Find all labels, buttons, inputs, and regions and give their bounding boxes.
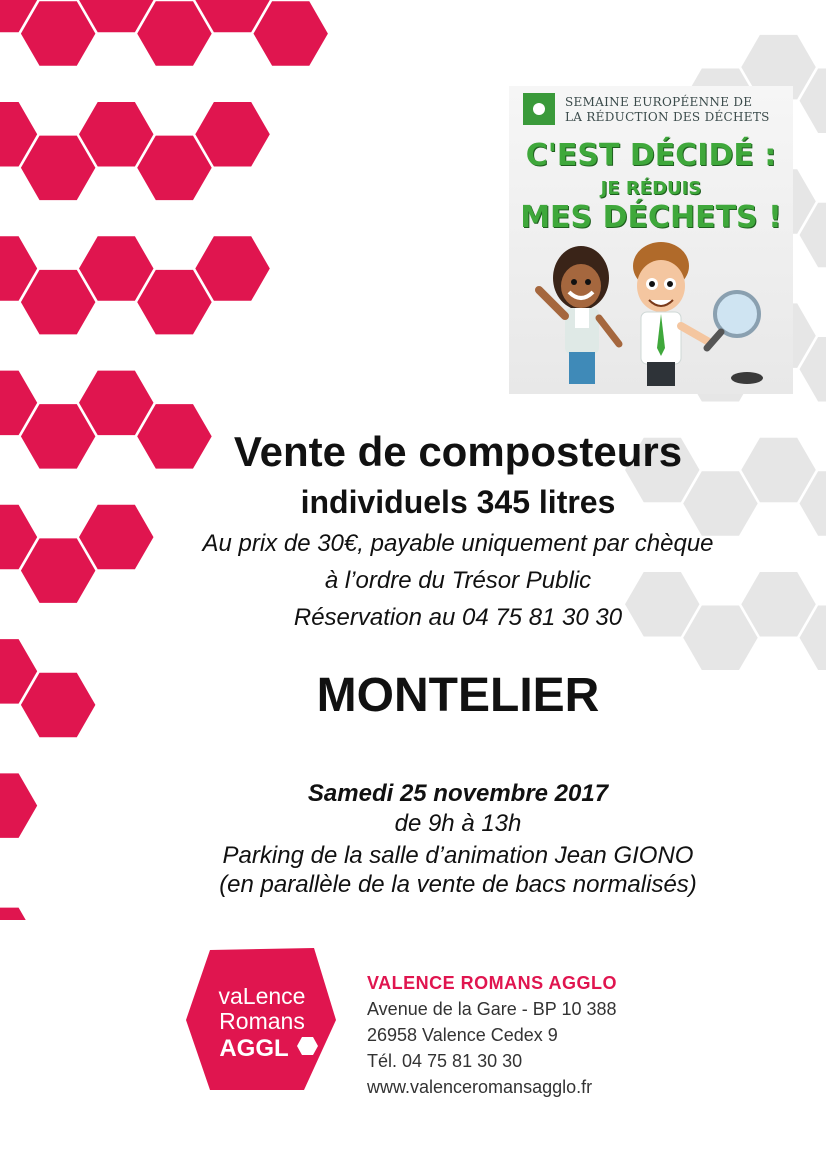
decorative-hexagon	[137, 1, 212, 66]
decorative-hexagon	[137, 270, 212, 335]
poster-header-line2: LA RÉDUCTION DES DÉCHETS	[565, 110, 770, 124]
decorative-hexagon	[0, 908, 37, 920]
event-town: MONTELIER	[316, 669, 600, 722]
waste-reduction-week-poster	[509, 86, 793, 394]
event-place: Parking de la salle d’animation Jean GIONO	[222, 842, 694, 869]
decorative-hexagon	[21, 673, 96, 738]
event-time: de 9h à 13h	[394, 810, 522, 837]
decorative-hexagon	[21, 1, 96, 66]
contact-city: 26958 Valence Cedex 9	[367, 1025, 558, 1045]
decorative-hexagon	[79, 371, 154, 436]
decorative-hexagon	[195, 236, 269, 300]
contact-address: Avenue de la Gare - BP 10 388	[367, 999, 617, 1019]
poster-headline-3: MES DÉCHETS !	[520, 200, 782, 235]
decorative-hexagon	[21, 136, 96, 201]
event-note: (en parallèle de la vente de bacs normalisés)	[219, 871, 697, 898]
price-info: Au prix de 30€, payable uniquement par chèque	[202, 530, 714, 557]
logo-line2: Romans	[219, 1008, 305, 1034]
logo-line3: AGGL	[219, 1035, 289, 1062]
decorative-hexagon	[137, 136, 212, 201]
decorative-hexagon	[79, 236, 154, 300]
reservation-info: Réservation au 04 75 81 30 30	[293, 604, 623, 631]
contact-name: VALENCE ROMANS AGGLO	[367, 973, 618, 993]
cartoon-characters-illustration	[509, 86, 793, 394]
event-title: Vente de composteurs	[233, 428, 683, 475]
poster-header-line1: SEMAINE EUROPÉENNE DE	[565, 95, 753, 109]
event-date: Samedi 25 novembre 2017	[307, 780, 609, 807]
event-subtitle: individuels 345 litres	[300, 484, 616, 520]
decorative-hexagon	[195, 102, 269, 167]
valence-romans-agglo-logo	[182, 944, 342, 1094]
decorative-hexagon	[21, 404, 96, 469]
decorative-hexagon	[79, 102, 154, 167]
contact-block	[367, 970, 617, 1100]
contact-website[interactable]: www.valenceromansagglo.fr	[367, 1077, 593, 1097]
decorative-hexagon	[0, 773, 37, 838]
decorative-hexagon	[254, 1, 328, 66]
decorative-hexagon	[21, 538, 96, 603]
logo-line1: vaLence	[218, 983, 306, 1009]
contact-phone: Tél. 04 75 81 30 30	[367, 1051, 523, 1071]
decorative-hexagon	[21, 270, 96, 335]
payee-info: à l’ordre du Trésor Public	[324, 567, 592, 594]
poster-headline-2: JE RÉDUIS	[600, 178, 702, 199]
poster-headline-1: C'EST DÉCIDÉ :	[525, 138, 777, 173]
